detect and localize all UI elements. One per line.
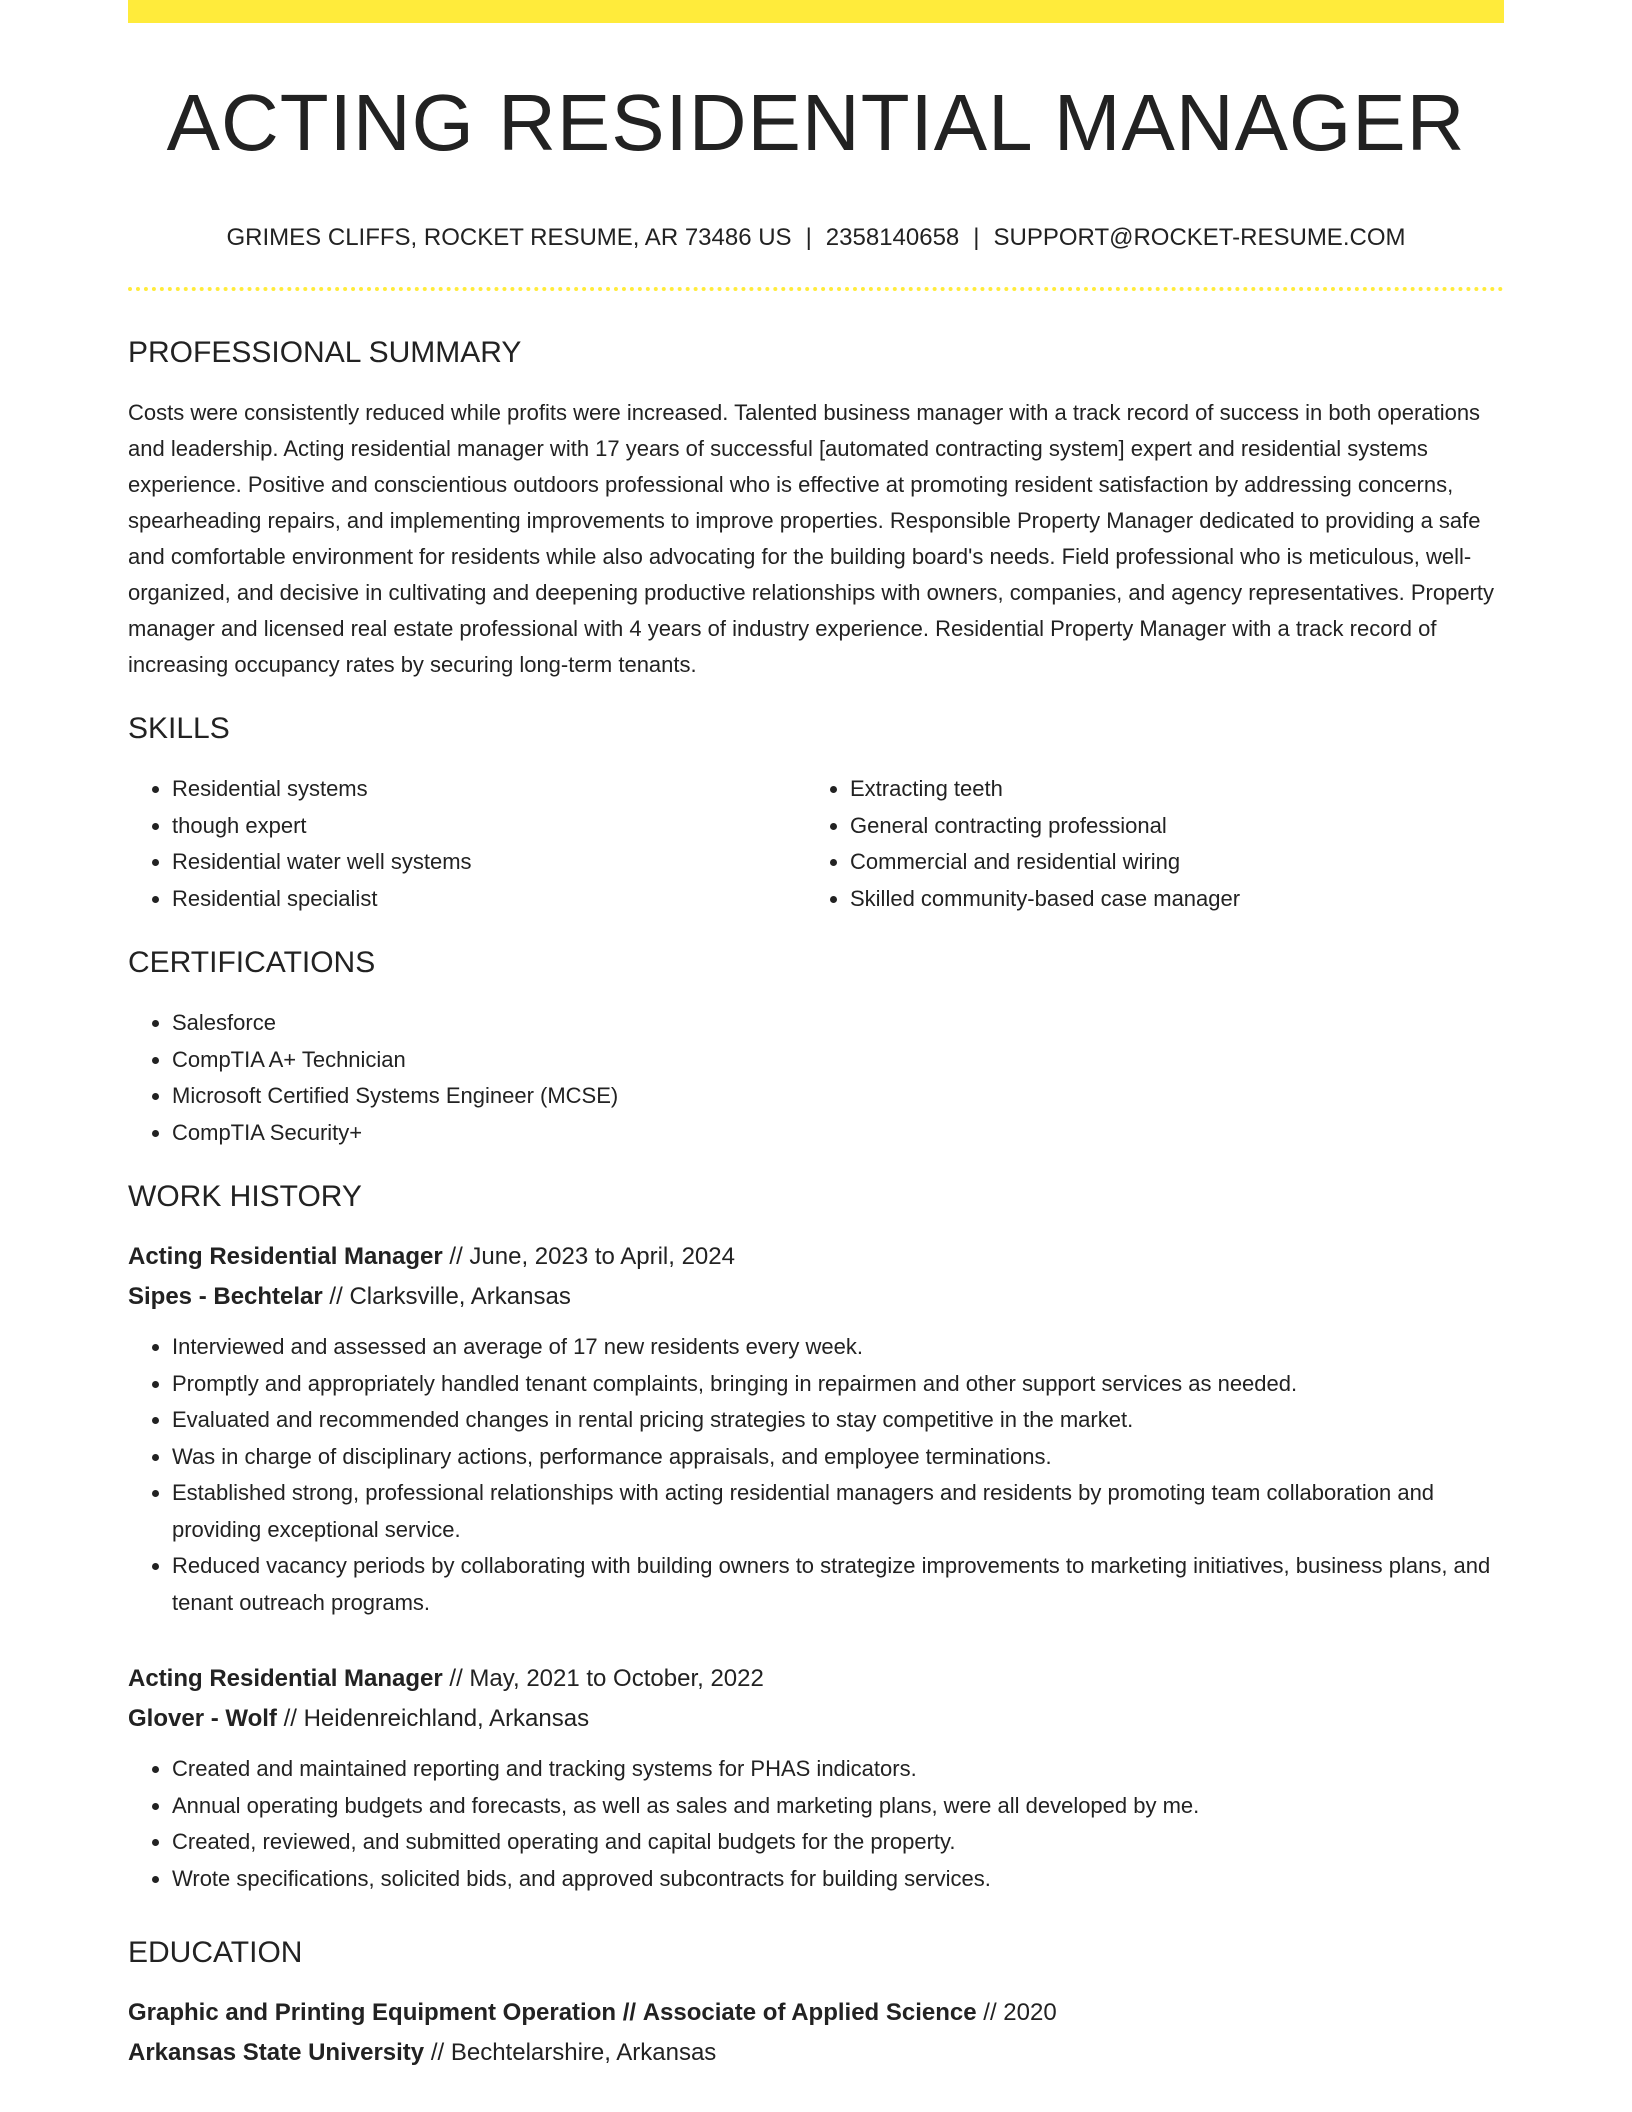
dotted-divider (128, 287, 1504, 291)
job-title-line (128, 1237, 1504, 1277)
delimiter: // (283, 1705, 297, 1732)
delimiter: // (329, 1283, 343, 1310)
job-location: Heidenreichland, Arkansas (303, 1705, 590, 1732)
job-bullet: • Evaluated and recommended changes in rental pricing strategies to stay competitive in the market. (172, 1402, 1504, 1439)
skill-item: • though expert (172, 808, 806, 845)
job-entry (128, 1237, 1504, 1621)
job-bullet: • Annual operating budgets and forecasts, as well as sales and marketing plans, were all developed by me. (172, 1788, 1504, 1825)
job-company-line (128, 1277, 1504, 1317)
education-school: Arkansas State University (128, 2039, 425, 2066)
job-company-line (128, 1699, 1504, 1739)
work-history-section (128, 1179, 1504, 1897)
skill-item: • Residential water well systems (172, 844, 806, 881)
job-bullet: • Wrote specifications, solicited bids, and approved subcontracts for building services. (172, 1861, 1504, 1898)
contact-phone: 2358140658 (825, 224, 960, 251)
certifications-heading: CERTIFICATIONS (128, 946, 376, 979)
job-title: Acting Residential Manager (128, 1665, 443, 1692)
job-bullet: • Was in charge of disciplinary actions, performance appraisals, and employee terminations. (172, 1439, 1504, 1476)
job-company: Glover - Wolf (128, 1705, 277, 1732)
certification-item: • CompTIA Security+ (172, 1115, 1504, 1152)
education-degree: Associate of Applied Science (642, 1999, 977, 2026)
summary-heading: PROFESSIONAL SUMMARY (128, 336, 522, 369)
skill-item: • Residential systems (172, 771, 806, 808)
job-company: Sipes - Bechtelar (128, 1283, 323, 1310)
skills-right-list (806, 771, 1484, 917)
education-program: Graphic and Printing Equipment Operation (128, 1999, 617, 2026)
job-bullet: • Promptly and appropriately handled tenant complaints, bringing in repairmen and other support services as needed. (172, 1366, 1504, 1403)
job-dates: May, 2021 to October, 2022 (469, 1665, 764, 1692)
resume-page (128, 0, 1504, 2073)
education-section (128, 1935, 1504, 2073)
skills-grid (128, 771, 1504, 917)
job-title-line (128, 1659, 1504, 1699)
education-school-line (128, 2033, 1504, 2073)
contact-email: SUPPORT@ROCKET-RESUME.COM (993, 224, 1406, 251)
skills-heading: SKILLS (128, 712, 230, 745)
job-title: Acting Residential Manager (128, 1243, 443, 1270)
skills-section (128, 711, 1504, 917)
skill-item: • Commercial and residential wiring (850, 844, 1484, 881)
certification-item: • Salesforce (172, 1005, 1504, 1042)
contact-separator: | (973, 224, 980, 251)
job-bullet: • Established strong, professional relationships with acting residential managers and residents by promoting team collaboration and providing exceptional service. (172, 1475, 1504, 1548)
summary-section (128, 335, 1504, 683)
skill-item: • General contracting professional (850, 808, 1484, 845)
delimiter: // (449, 1665, 463, 1692)
delimiter: // (983, 1999, 997, 2026)
certification-item: • Microsoft Certified Systems Engineer (MCSE) (172, 1078, 1504, 1115)
job-bullets (128, 1751, 1504, 1897)
contact-line (128, 223, 1504, 253)
education-location: Bechtelarshire, Arkansas (450, 2039, 717, 2066)
delimiter: // (430, 2039, 445, 2066)
skills-left-list (128, 771, 806, 917)
job-bullets (128, 1329, 1504, 1621)
job-bullet: • Created and maintained reporting and tracking systems for PHAS indicators. (172, 1751, 1504, 1788)
skill-item: • Skilled community-based case manager (850, 881, 1484, 918)
contact-address: GRIMES CLIFFS, ROCKET RESUME, AR 73486 US (226, 224, 792, 251)
certifications-section (128, 945, 1504, 1151)
job-bullet: • Created, reviewed, and submitted operating and capital budgets for the property. (172, 1824, 1504, 1861)
work-history-heading: WORK HISTORY (128, 1180, 362, 1213)
job-location: Clarksville, Arkansas (349, 1283, 571, 1310)
job-dates: June, 2023 to April, 2024 (469, 1243, 735, 1270)
skill-item: • Extracting teeth (850, 771, 1484, 808)
delimiter: // (622, 1999, 637, 2026)
delimiter: // (449, 1243, 463, 1270)
summary-text: Costs were consistently reduced while profits were increased. Talented business manager with a track record of success in both operations and leadership. Acting residential manager with 17 years of successful [automated contracting system] expert and residential systems experience. Positive and conscientious outdoors professional who is effective at promoting resident satisfaction by addressing concerns, spearheading repairs, and implementing improvements to improve properties. Responsible Property Manager dedicated to providing a safe and comfortable environment for residents while also advocating for the building board's needs. Field professional who is meticulous, well-organized, and decisive in cultivating and deepening productive relationships with owners, companies, and agency representatives. Property manager and licensed real estate professional with 4 years of industry experience. Residential Property Manager with a track record of increasing occupancy rates by securing long-term tenants. (128, 400, 1495, 677)
resume-title: ACTING RESIDENTIAL MANAGER (166, 78, 1466, 167)
education-heading: EDUCATION (128, 1936, 303, 1969)
education-entry (128, 1993, 1504, 2073)
job-entry (128, 1659, 1504, 1897)
skill-item: • Residential specialist (172, 881, 806, 918)
job-bullet: • Reduced vacancy periods by collaborating with building owners to strategize improvements to marketing initiatives, business plans, and tenant outreach programs. (172, 1548, 1504, 1621)
job-bullet: • Interviewed and assessed an average of 17 new residents every week. (172, 1329, 1504, 1366)
accent-top-bar (128, 0, 1504, 23)
contact-separator: | (805, 224, 812, 251)
certification-item: • CompTIA A+ Technician (172, 1042, 1504, 1079)
education-year: 2020 (1003, 1999, 1057, 2026)
certifications-list (128, 1005, 1504, 1151)
education-degree-line (128, 1993, 1504, 2033)
